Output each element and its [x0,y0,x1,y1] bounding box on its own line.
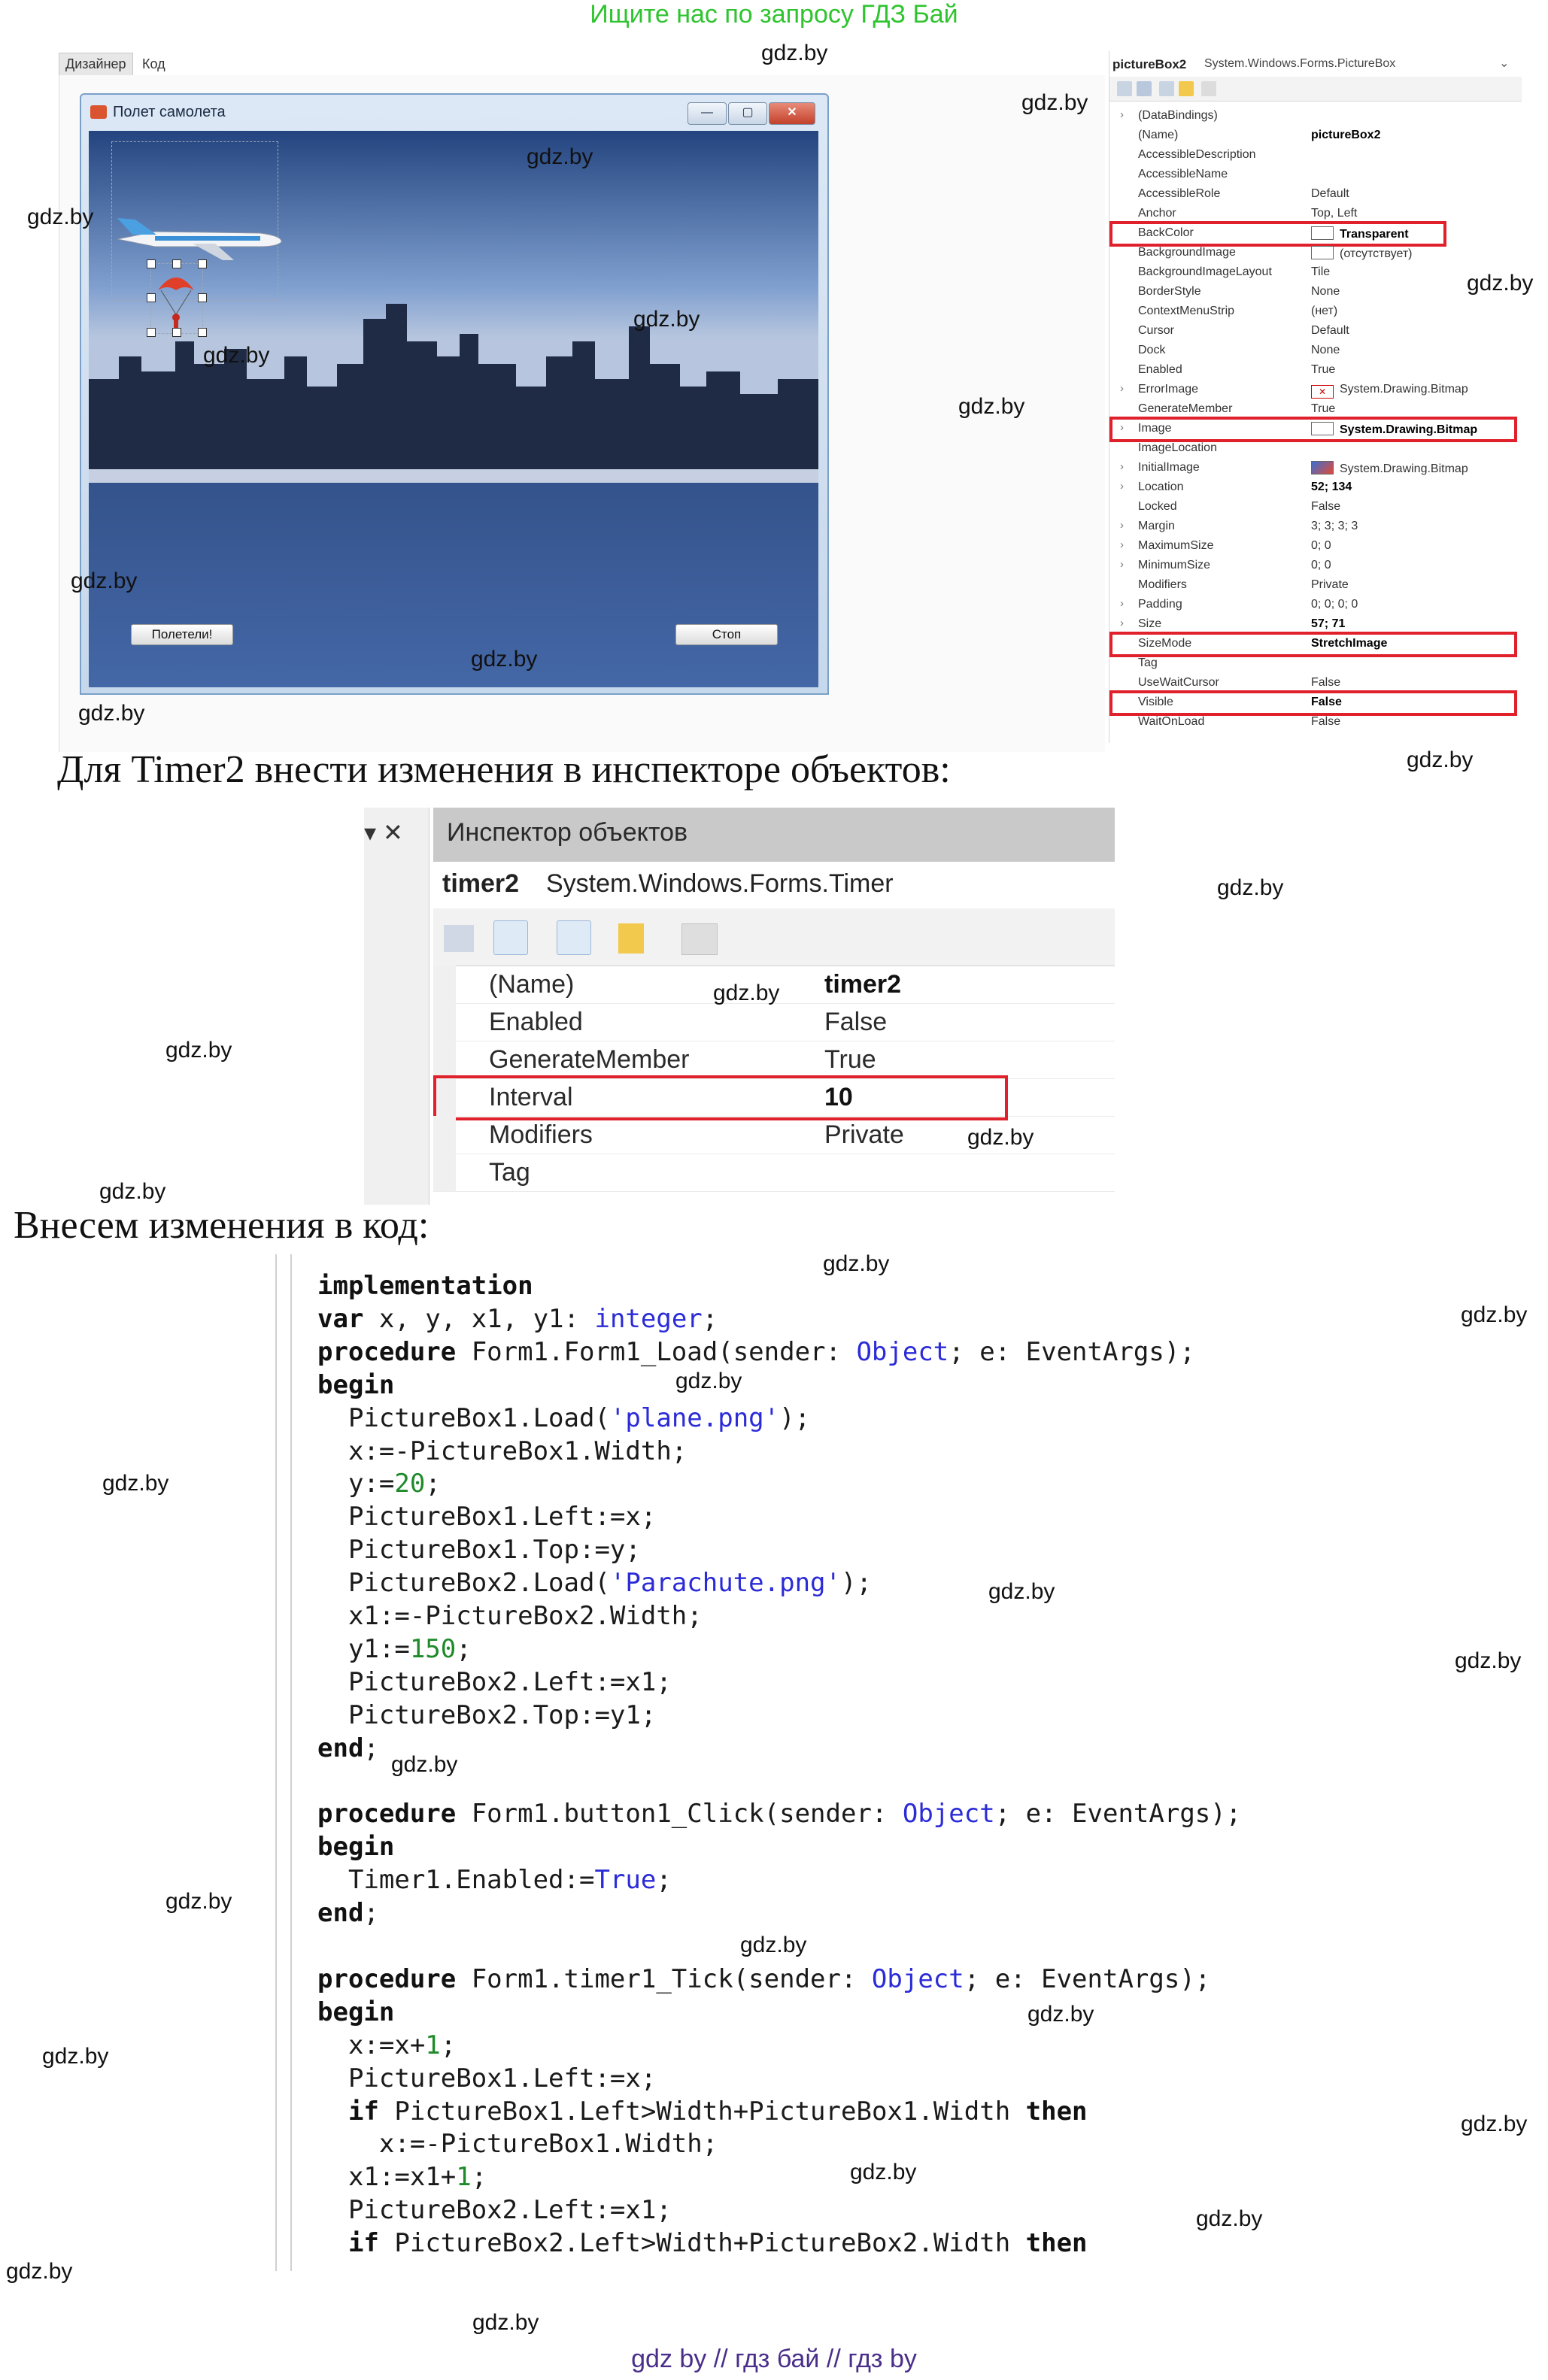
inspector-row[interactable] [433,1041,1115,1079]
resize-handle[interactable] [147,259,156,268]
property-value[interactable]: 0; 0 [1311,559,1331,572]
property-row[interactable] [1109,693,1522,713]
property-name: AccessibleRole [1138,187,1221,200]
watermark: gdz.by [6,2259,73,2284]
property-row[interactable] [1109,654,1522,674]
property-value[interactable]: Transparent [1311,226,1514,241]
code-line: y1:=150; [317,1633,472,1664]
heading-timer2: Для Timer2 внести изменения в инспекторе объектов: [57,748,951,791]
inspector-row[interactable] [433,1003,1115,1041]
code-line: implementation [317,1271,533,1301]
code-line: PictureBox2.Left:=x1; [317,1666,672,1697]
property-row[interactable] [1109,498,1522,517]
property-row[interactable] [1109,322,1522,341]
highlight-frame [1109,632,1517,657]
code-line: procedure Form1.Form1_Load(sender: Object; e: EventArgs); [317,1336,1195,1367]
property-value[interactable]: Tile [1311,265,1331,278]
inspector-dock-edge [364,808,429,1205]
inspector-property-value[interactable]: Private [824,1120,904,1149]
code-line: PictureBox1.Load('plane.png'); [317,1402,811,1433]
property-name: Dock [1138,344,1166,356]
property-row[interactable] [1109,185,1522,205]
resize-handle[interactable] [172,328,181,337]
inspector-object-type: System.Windows.Forms.Timer [546,869,894,898]
inspector-row[interactable] [433,1154,1115,1192]
resize-handle[interactable] [147,328,156,337]
minimize-button[interactable]: — [687,102,727,125]
code-line: begin [317,1996,395,2027]
code-line: if PictureBox1.Left>Width+PictureBox1.Width then [348,2096,1088,2127]
selected-object-type: System.Windows.Forms.PictureBox [1204,57,1396,70]
top-banner: Ищите нас по запросу ГДЗ Бай [590,0,958,29]
resize-handle[interactable] [147,293,156,302]
categorized-icon[interactable] [444,925,474,952]
stop-button[interactable]: Стоп [675,624,778,645]
property-row[interactable] [1109,244,1522,263]
resize-handle[interactable] [198,328,207,337]
close-button[interactable]: ✕ [769,102,815,125]
property-value[interactable]: StretchImage [1311,637,1388,650]
inspector-toolbar [433,908,1115,966]
highlight-frame [1109,221,1446,247]
code-line: procedure Form1.timer1_Tick(sender: Object; e: EventArgs); [317,1963,1211,1994]
watermark: gdz.by [99,1179,166,1204]
resize-handle[interactable] [172,259,181,268]
property-value[interactable]: ✕ System.Drawing.Bitmap [1311,383,1514,399]
property-name: BackgroundImage [1138,246,1236,259]
code-line: var x, y, x1, y1: integer; [317,1303,718,1334]
property-name: ErrorImage [1138,383,1199,396]
designer-tabs [59,53,1104,76]
property-value[interactable]: False [1311,696,1342,708]
property-value[interactable]: False [1311,676,1341,689]
watermark: gdz.by [102,1471,169,1496]
property-row[interactable] [1109,224,1522,244]
watermark: gdz.by [1021,90,1088,115]
form-titlebar[interactable] [81,95,827,131]
categorized-icon[interactable] [1117,81,1132,96]
property-name: MaximumSize [1138,539,1214,552]
row-gutter [433,1154,456,1191]
property-name: BackColor [1138,226,1194,239]
inspector-property-value[interactable]: True [824,1045,876,1074]
watermark: gdz.by [740,1933,807,1957]
property-row[interactable] [1109,459,1522,478]
property-row[interactable] [1109,283,1522,302]
watermark: gdz.by [527,144,593,169]
code-line: PictureBox2.Load('Parachute.png'); [317,1568,872,1599]
plane-image[interactable] [110,214,290,266]
inspector-object-selector[interactable] [433,862,1115,909]
property-pages-icon[interactable] [1201,81,1216,96]
property-name: Location [1138,481,1184,493]
properties-toolbar [1109,77,1522,102]
parachute-image[interactable] [155,268,197,331]
expand-arrow-icon[interactable]: › [1120,538,1124,551]
watermark: gdz.by [850,2160,917,2184]
inspector-row[interactable] [433,1078,1115,1117]
property-name: Tag [1138,656,1158,669]
watermark: gdz.by [967,1125,1034,1150]
property-row[interactable] [1109,439,1522,459]
property-row[interactable] [1109,146,1522,165]
code-line: if PictureBox2.Left>Width+PictureBox2.Width then [348,2228,1088,2259]
property-row[interactable] [1109,302,1522,322]
watermark: gdz.by [165,1889,232,1914]
property-value[interactable]: pictureBox2 [1311,129,1381,141]
property-row[interactable] [1109,126,1522,146]
watermark: gdz.by [1461,2112,1528,2136]
expand-arrow-icon[interactable]: › [1120,597,1124,610]
code-line: x1:=-PictureBox2.Width; [317,1601,703,1631]
property-name: AccessibleName [1138,168,1228,180]
inspector-title: Инспектор объектов [447,818,688,847]
form-window[interactable] [80,93,829,695]
property-name: Size [1138,617,1162,630]
inspector-property-value[interactable]: 10 [824,1083,853,1111]
row-gutter [433,1116,456,1154]
watermark: gdz.by [27,205,94,229]
property-row[interactable] [1109,341,1522,361]
property-pages-icon[interactable] [681,923,718,955]
property-value[interactable]: Default [1311,324,1349,337]
image-swatch-icon [1311,246,1334,259]
property-name: Locked [1138,500,1177,513]
resize-handle[interactable] [198,259,207,268]
property-value[interactable]: 3; 3; 3; 3 [1311,520,1358,532]
watermark: gdz.by [988,1579,1055,1604]
property-name: Image [1138,422,1172,435]
code-line: begin [317,1832,395,1863]
property-value[interactable]: 0; 0; 0; 0 [1311,598,1358,611]
watermark: gdz.by [761,41,828,65]
property-name: GenerateMember [1138,402,1233,415]
code-line: x1:=x1+1; [317,2162,487,2193]
watermark: gdz.by [1217,875,1284,900]
code-line: end; [317,1733,379,1763]
property-name: ImageLocation [1138,441,1217,454]
watermark: gdz.by [1455,1648,1522,1673]
property-value[interactable]: True [1311,363,1336,376]
inspector-property-name: (Name) [489,970,575,999]
property-value[interactable]: 57; 71 [1311,617,1346,630]
watermark: gdz.by [823,1251,890,1276]
expand-arrow-icon[interactable]: › [1120,519,1124,532]
property-row[interactable] [1109,713,1522,732]
properties-icon[interactable] [557,920,591,955]
property-row[interactable] [1109,263,1522,283]
property-value[interactable]: Default [1311,187,1349,200]
property-value[interactable]: None [1311,285,1340,298]
property-row[interactable] [1109,165,1522,185]
watermark: gdz.by [713,981,780,1005]
property-name: AccessibleDescription [1138,148,1256,161]
tab-code[interactable]: Код [141,56,165,71]
watermark: gdz.by [1407,747,1474,772]
property-name: BorderStyle [1138,285,1201,298]
events-icon[interactable] [618,923,644,954]
expand-arrow-icon[interactable]: › [1120,382,1124,395]
selected-object-name: pictureBox2 [1112,57,1187,71]
watermark: gdz.by [78,701,145,726]
property-name: SizeMode [1138,637,1192,650]
watermark: gdz.by [1461,1302,1528,1327]
properties-panel [1109,51,1522,743]
property-value[interactable]: Top, Left [1311,207,1358,220]
code-line: Timer1.Enabled:=True; [317,1865,672,1896]
code-line: x:=-PictureBox1.Width; [317,2129,718,2160]
property-name: (Name) [1138,129,1179,141]
property-value[interactable]: System.Drawing.Bitmap [1311,461,1514,476]
inspector-property-name: Tag [489,1158,530,1187]
resize-handle[interactable] [198,293,207,302]
row-gutter [433,1003,456,1041]
property-name: Modifiers [1138,578,1187,591]
code-line: x:=-PictureBox1.Width; [317,1436,687,1466]
watermark: gdz.by [1196,2206,1263,2231]
fly-button[interactable]: Полетели! [131,624,233,645]
property-name: (DataBindings) [1138,109,1218,122]
inspector-property-name: GenerateMember [489,1045,690,1074]
property-value[interactable]: (отсутствует) [1311,246,1514,261]
code-line: x:=x+1; [317,2030,457,2060]
watermark: gdz.by [958,394,1025,419]
watermark: gdz.by [633,307,700,332]
expand-arrow-icon[interactable]: › [1120,421,1124,434]
inspector-property-name: Interval [489,1083,573,1111]
property-value[interactable]: False [1311,500,1341,513]
property-name: BackgroundImageLayout [1138,265,1272,278]
watermark: gdz.by [165,1038,232,1063]
chevron-down-icon[interactable]: ⌄ [1499,57,1510,70]
property-value[interactable]: False [1311,715,1341,728]
property-value[interactable]: Private [1311,578,1349,591]
watermark: gdz.by [203,343,270,368]
code-line: begin [317,1369,395,1400]
row-gutter [433,1041,456,1078]
events-icon[interactable] [1179,81,1194,96]
property-value[interactable]: System.Drawing.Bitmap [1311,422,1514,437]
code-line: PictureBox1.Left:=x; [317,2063,657,2093]
expand-arrow-icon[interactable]: › [1120,558,1124,571]
tab-designer[interactable]: Дизайнер [59,53,133,75]
code-line: procedure Form1.button1_Click(sender: Object; e: EventArgs); [317,1799,1242,1830]
property-name: Padding [1138,598,1182,611]
property-name: MinimumSize [1138,559,1211,572]
property-name: UseWaitCursor [1138,676,1219,689]
code-line: PictureBox2.Top:=y1; [317,1699,657,1730]
property-name: WaitOnLoad [1138,715,1205,728]
alphabetical-icon[interactable] [1137,81,1152,96]
inspector-object-name: timer2 [442,869,520,898]
inspector-title-bar [433,808,1115,862]
watermark: gdz.by [471,647,538,672]
maximize-button[interactable]: ▢ [728,102,767,125]
highlight-frame [1109,690,1517,716]
inspector-property-value[interactable]: timer2 [824,970,902,999]
property-row[interactable] [1109,361,1522,380]
watermark: gdz.by [71,568,138,593]
highlight-frame [1109,417,1517,442]
property-value[interactable]: (нет) [1311,305,1338,317]
inspector-property-name: Modifiers [489,1120,593,1149]
property-row[interactable] [1109,556,1522,576]
property-name: Cursor [1138,324,1175,337]
code-line: PictureBox2.Left:=x1; [317,2195,672,2226]
app-icon [90,105,107,119]
property-row[interactable] [1109,596,1522,615]
property-name: Anchor [1138,207,1176,220]
code-line: PictureBox1.Top:=y; [317,1535,641,1566]
property-row[interactable] [1109,517,1522,537]
expand-arrow-icon[interactable]: › [1120,617,1124,629]
code-line: PictureBox1.Left:=x; [317,1502,657,1533]
code-line: end; [317,1898,379,1929]
form-title: Полет самолета [113,104,226,120]
properties-object-selector[interactable] [1109,51,1522,77]
row-gutter [433,966,456,1003]
expand-arrow-icon[interactable]: › [1120,480,1124,493]
property-row[interactable] [1109,420,1522,439]
watermark: gdz.by [675,1369,742,1393]
properties-icon[interactable] [1159,81,1174,96]
property-row[interactable] [1109,635,1522,654]
expand-arrow-icon[interactable]: › [1120,460,1124,473]
property-row[interactable] [1109,537,1522,556]
property-row[interactable] [1109,380,1522,400]
property-row[interactable] [1109,478,1522,498]
watermark: gdz.by [1467,271,1534,296]
property-value[interactable]: 52; 134 [1311,481,1352,493]
bottom-links[interactable]: gdz by // гдз бай // гдз by [631,2345,917,2373]
heading-code: Внесем изменения в код: [14,1204,429,1247]
watermark: gdz.by [1027,2002,1094,2027]
watermark: gdz.by [42,2044,109,2069]
alphabetical-icon[interactable] [493,920,528,955]
property-name: Margin [1138,520,1175,532]
pin-close-icons[interactable]: ▾ ✕ [364,819,403,846]
property-value[interactable]: None [1311,344,1340,356]
property-name: Enabled [1138,363,1182,376]
inspector-property-name: Enabled [489,1008,583,1036]
image-swatch-icon [1311,461,1334,474]
property-row[interactable] [1109,576,1522,596]
property-name: Visible [1138,696,1173,708]
property-value[interactable]: 0; 0 [1311,539,1331,552]
error-image-icon: ✕ [1311,385,1334,399]
expand-arrow-icon[interactable]: › [1120,108,1124,121]
properties-grid [1109,107,1522,738]
property-row[interactable] [1109,107,1522,126]
highlight-frame [433,1075,1008,1120]
inspector-property-value[interactable]: False [824,1008,888,1036]
property-name: ContextMenuStrip [1138,305,1235,317]
property-value[interactable]: True [1311,402,1336,415]
form-client-area [89,131,818,687]
code-line: y:=20; [317,1469,441,1499]
watermark: gdz.by [391,1752,458,1777]
watermark: gdz.by [472,2310,539,2335]
property-name: InitialImage [1138,461,1200,474]
